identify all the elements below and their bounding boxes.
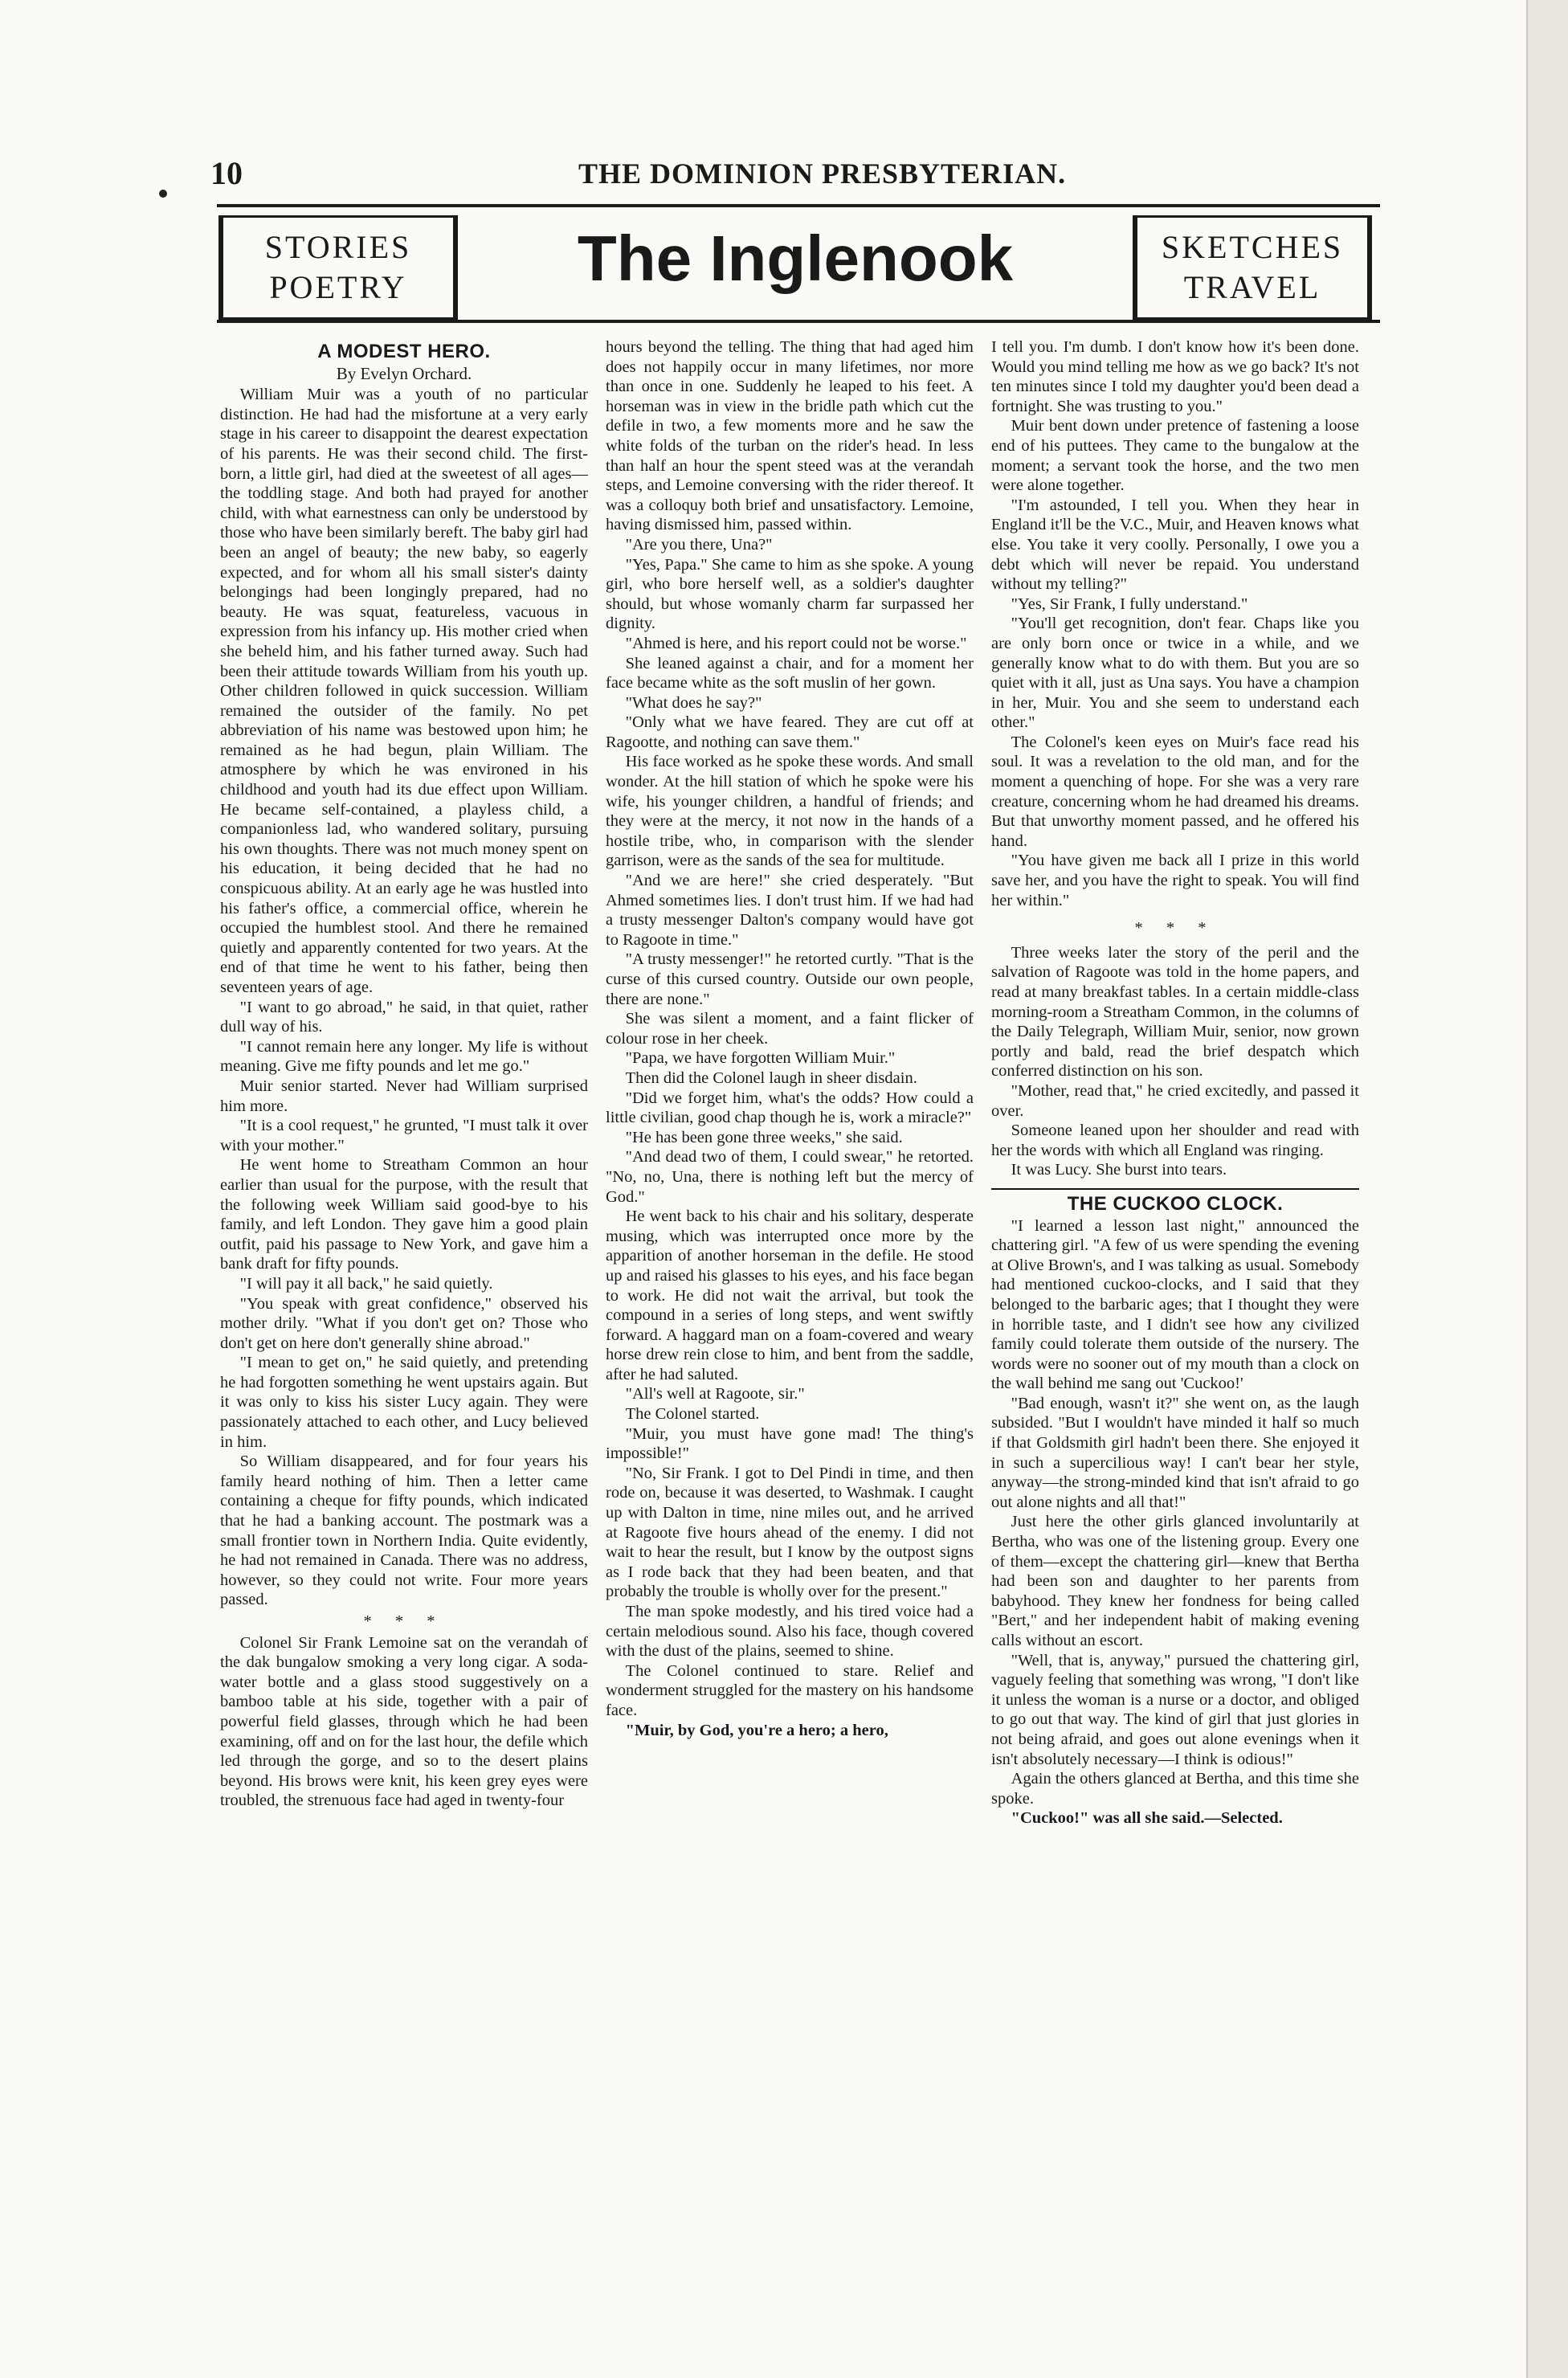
paragraph-bold: "Cuckoo!" was all she said.—Selected.	[1011, 1809, 1283, 1828]
paragraph: "I will pay it all back," he said quietly.	[239, 1274, 493, 1293]
banner-right-line-2: TRAVEL	[1183, 269, 1321, 305]
paragraph: "Muir, you must have gone mad! The thing's impossible!"	[606, 1424, 974, 1463]
paragraph: "Mother, read that," he cried excitedly, and passed it over.	[991, 1081, 1359, 1120]
paragraph: "He has been gone three weeks," she said.	[625, 1128, 903, 1146]
paragraph: "I mean to get on," he said quietly, and pretending he had forgotten something he went upstairs again. But it was only to kiss his sister Lucy again. They were passionately attached to each other, and Lucy believed in him.	[220, 1354, 588, 1451]
paragraph: "And dead two of them, I could swear," he retorted. "No, no, Una, there is nothing left but the mercy of God."	[606, 1148, 974, 1206]
paragraph: So William disappeared, and for four years his family heard nothing of him. Then a letter came containing a cheque for fifty pounds, which indicated that he had a banking account. The postmark was a small frontier town in Northern India. Quite evidently, he had not remained in Canada. There was no address, however, so they could not write. Four more years passed.	[220, 1453, 588, 1609]
margin-dot	[159, 190, 167, 198]
paragraph: Then did the Colonel laugh in sheer disdain.	[625, 1068, 917, 1087]
banner-right-box	[1133, 215, 1372, 320]
paragraph: "Yes, Papa." She came to him as she spoke. A young girl, who bore herself well, as a soldier's daughter should, but whose womanly charm far surpassed her dignity.	[606, 555, 974, 633]
story-divider	[991, 1188, 1359, 1190]
paragraph: "What does he say?"	[625, 693, 762, 712]
paragraph: "And we are here!" she cried desperately. "But Ahmed sometimes lies. I don't trust him. If we had had a trusty messenger Dalton's company would have got to Ragoote in time."	[606, 872, 974, 949]
paragraph: "You'll get recognition, don't fear. Chaps like you are only born once or twice in a while, and we generally know what to do with them. But you are so quiet with it all, just as Una says. You have a champion in her, Muir. You and she seem to understand each other."	[991, 615, 1359, 732]
column-2	[606, 337, 974, 1740]
paragraph: Muir bent down under pretence of fastening a loose end of his puttees. They came to the bungalow at the moment; a servant took the horse, and the two men were alone together.	[991, 417, 1359, 495]
story-title: THE CUCKOO CLOCK.	[1067, 1192, 1284, 1215]
paragraph: "Ahmed is here, and his report could not be worse."	[625, 634, 967, 652]
story-title: A MODEST HERO.	[317, 341, 491, 362]
paragraph: hours beyond the telling. The thing that had aged him does not happily occur in many lifetimes, nor more than once in one. Suddenly he leaped to his feet. A horseman was in view in the bridle path which cut the defile in two, a few moments more and he saw the white folds of the turban on the rider's head. In less than half an hour the spent steed was at the verandah steps, and Lemoine conversing with the rider thereof. It was a colloquy both brief and unsatisfactory. Lemoine, having dismissed him, passed within.	[606, 338, 974, 534]
paragraph: The man spoke modestly, and his tired voice had a certain melodious sound. Also his face, though covered with the dust of the plains, seemed to shine.	[606, 1603, 974, 1661]
paragraph: She was silent a moment, and a faint flicker of colour rose in her cheek.	[606, 1010, 974, 1048]
paragraph: "Are you there, Una?"	[625, 535, 773, 554]
paragraph: William Muir was a youth of no particular distinction. He had had the misfortune at a very early stage in his career to disappoint the dearest expectation of his parents. He was their second child. The first-born, a little girl, had died at the sweetest of all ages—the toddling stage. And both had prayed for another child, with what earnestness can only be understood by those who have been similarly bereft. The baby girl had been an angel of beauty; the new baby, so eagerly expected, and for whom all his small sister's dainty belongings had been longingly prepared, had no beauty. He was squat, featureless, vacuous in expression from his infancy up. His mother cried when she beheld him, and his father turned away. Such had been their attitude towards William from his youth up. Other children followed in quick succession. William remained the outsider of the family. No pet abbreviation of his name was bestowed upon him; he remained as he had begun, plain William. The atmosphere by which he was environed in his childhood and youth had its due effect upon William. He became self-contained, a playless child, a companionless lad, who wandered solitary, pursuing his own thoughts. There was not much money spent on his education, it being decided that he had no conspicuous ability. At an early age he was hustled into his father's office, a commercial office, wherein he occupied the humblest stool. And there he remained quietly and apparently contented for two years. At the end of that time he went to his father, being then seventeen years of age.	[220, 386, 588, 996]
page-edge	[1526, 0, 1568, 2378]
paragraph: The Colonel started.	[625, 1405, 760, 1424]
column-3	[991, 337, 1359, 1828]
story-byline: By Evelyn Orchard.	[336, 363, 472, 383]
paragraph: It was Lucy. She burst into tears.	[1011, 1161, 1227, 1179]
section-break: * * *	[1134, 919, 1216, 938]
paragraph: "Only what we have feared. They are cut off at Ragootte, and nothing can save them."	[606, 713, 974, 751]
paragraph: She leaned against a chair, and for a moment her face became white as the soft muslin of her gown.	[606, 654, 974, 693]
paragraph: The Colonel continued to stare. Relief and wonderment struggled for the mastery on his handsome face.	[606, 1661, 974, 1719]
header-rule	[217, 204, 1380, 207]
paragraph: "I'm astounded, I tell you. When they hear in England it'll be the V.C., Muir, and Heaven knows what else. You take it very coolly. Personally, I owe you a debt which will never be repaid. You understand without my telling?"	[991, 496, 1359, 594]
paragraph: "I cannot remain here any longer. My life is without meaning. Give me fifty pounds and let me go."	[220, 1037, 588, 1076]
paragraph: Muir senior started. Never had William surprised him more.	[220, 1077, 588, 1115]
paragraph: The Colonel's keen eyes on Muir's face read his soul. It was a revelation to the old man, and for the moment a quenching of hope. For she was a very rare creature, concerning whom he had dreamed his dreams. But that unworthy moment passed, and he offered his hand.	[991, 733, 1359, 850]
section-banner	[218, 215, 1372, 328]
paragraph: "Yes, Sir Frank, I fully understand."	[1011, 594, 1248, 613]
paragraph: "Papa, we have forgotten William Muir."	[625, 1049, 896, 1068]
paragraph: "Well, that is, anyway," pursued the chattering girl, vaguely feeling that something was wrong, "I don't like it unless the woman is a nurse or a doctor, and obliged to go out that way. The kind of girl that just glories in not being afraid, and goes out alone evenings when it isn't absolutely necessary—I think is odious!"	[991, 1651, 1359, 1768]
column-1	[220, 337, 588, 1811]
paragraph: Three weeks later the story of the peril and the salvation of Ragoote was told in the home papers, and read at many breakfast tables. In a certain middle-class morning-room a Streatham Common, in the columns of the Daily Telegraph, William Muir, senior, now grown portly and bald, read the brief despatch which conferred distinction on his son.	[991, 943, 1359, 1081]
paragraph: He went back to his chair and his solitary, desperate musing, which was interrupted once more by the apparition of another horseman in the defile. He stood up and raised his glasses to his eyes, and his face began to work. He did not wait the arrival, but took the compound in a series of long steps, and went swiftly forward. A haggard man on a foam-covered and weary horse drew rein close to him, and bent from the saddle, after he had saluted.	[606, 1207, 974, 1383]
banner-left-line-1: STORIES	[264, 229, 412, 265]
paragraph: "All's well at Ragoote, sir."	[625, 1385, 805, 1404]
paragraph: "I want to go abroad," he said, in that quiet, rather dull way of his.	[220, 998, 588, 1036]
paragraph: His face worked as he spoke these words. And small wonder. At the hill station of which he spoke were his wife, his younger children, a handful of friends; and they were at the mercy, it not now in the hands of a hostile tribe, who, in comparison with the slender garrison, were as the sands of the sea for multitude.	[606, 753, 974, 870]
banner-left-box	[218, 215, 458, 320]
paragraph: I tell you. I'm dumb. I don't know how it's been done. Would you mind telling me how as we go back? It's not ten minutes since I told my daughter you'd been dead a fortnight. She was trusting to you."	[991, 338, 1359, 415]
paragraph: "I learned a lesson last night," announced the chattering girl. "A few of us were spending the evening at Olive Brown's, and I was talking as usual. Somebody had mentioned cuckoo-clocks, and I said that they belonged to the barbaric ages; that I thought they were in horrible taste, and I didn't see how any civilized family could tolerate them outside of the nursery. The words were no sooner out of my mouth than a clock on the wall behind me sang out 'Cuckoo!'	[991, 1216, 1359, 1393]
running-header: THE DOMINION PRESBYTERIAN.	[578, 157, 1067, 190]
section-break: * * *	[363, 1612, 445, 1630]
paragraph: Someone leaned upon her shoulder and read with her the words with which all England was ringing.	[991, 1122, 1359, 1159]
banner-right-line-1: SKETCHES	[1161, 229, 1344, 265]
paragraph: "No, Sir Frank. I got to Del Pindi in time, and then rode on, because it was deserted, to Washmak. I caught up with Dalton in time, nine miles out, and he arrived at Ragoote five hours ahead of the enemy. I did not wait to hear the result, but I know by the outpost signs as I rode back that they had been beaten, and that probably the trouble is wholly over for the present."	[606, 1464, 974, 1601]
paragraph: Again the others glanced at Bertha, and this time she spoke.	[991, 1770, 1359, 1808]
paragraph-bold: "Muir, by God, you're a hero; a hero,	[625, 1721, 888, 1739]
section-title: The Inglenook	[577, 223, 1014, 294]
paragraph: "You speak with great confidence," observed his mother drily. "What if you don't get on? Those who don't get on here don't generally shine abroad."	[220, 1294, 588, 1352]
paragraph: "It is a cool request," he grunted, "I must talk it over with your mother."	[220, 1117, 588, 1154]
paragraph: Colonel Sir Frank Lemoine sat on the verandah of the dak bungalow smoking a very long cigar. A soda-water bottle and a glass stood suggestively on a bamboo table at his side, together with a pair of powerful field glasses, through which he had been examining, off and on for the last hour, the defile which led through the gorge, and so to the desert plains beyond. His brows were knit, his keen grey eyes were troubled, the strenuous face had aged in twenty-four	[220, 1633, 588, 1810]
paragraph: He went home to Streatham Common an hour earlier than usual for the purpose, with the result that the following week William said good-bye to his family, and left London. They gave him a good plain outfit, paid his passage to New York, and gave him a bank draft for fifty pounds.	[220, 1156, 588, 1273]
paragraph: "You have given me back all I prize in this world save her, and you have the right to speak. You will find her within."	[991, 852, 1359, 909]
banner-left-line-2: POETRY	[269, 269, 407, 305]
paragraph: "A trusty messenger!" he retorted curtly. "That is the curse of this cursed country. Outside our own people, there are none."	[606, 950, 974, 1008]
paragraph: "Did we forget him, what's the odds? How could a little civilian, good chap though he is, work a miracle?"	[606, 1089, 974, 1127]
paragraph: Just here the other girls glanced involuntarily at Bertha, who was one of the listening group. Every one of them—except the chattering girl—knew that Bertha had been son and daughter to her parents from babyhood. They knew her fondness for being called "Bert," and her independent habit of making evening calls without an escort.	[991, 1513, 1359, 1649]
paragraph: "Bad enough, wasn't it?" she went on, as the laugh subsided. "But I wouldn't have minded it half so much if that Goldsmith girl hadn't been there. She enjoyed it in such a supercilious way! I can't bear her style, anyway—the strong-minded kind that isn't afraid to go out alone nights and all that!"	[991, 1394, 1359, 1511]
banner-rule	[217, 320, 1380, 323]
page-number: 10	[210, 155, 243, 191]
